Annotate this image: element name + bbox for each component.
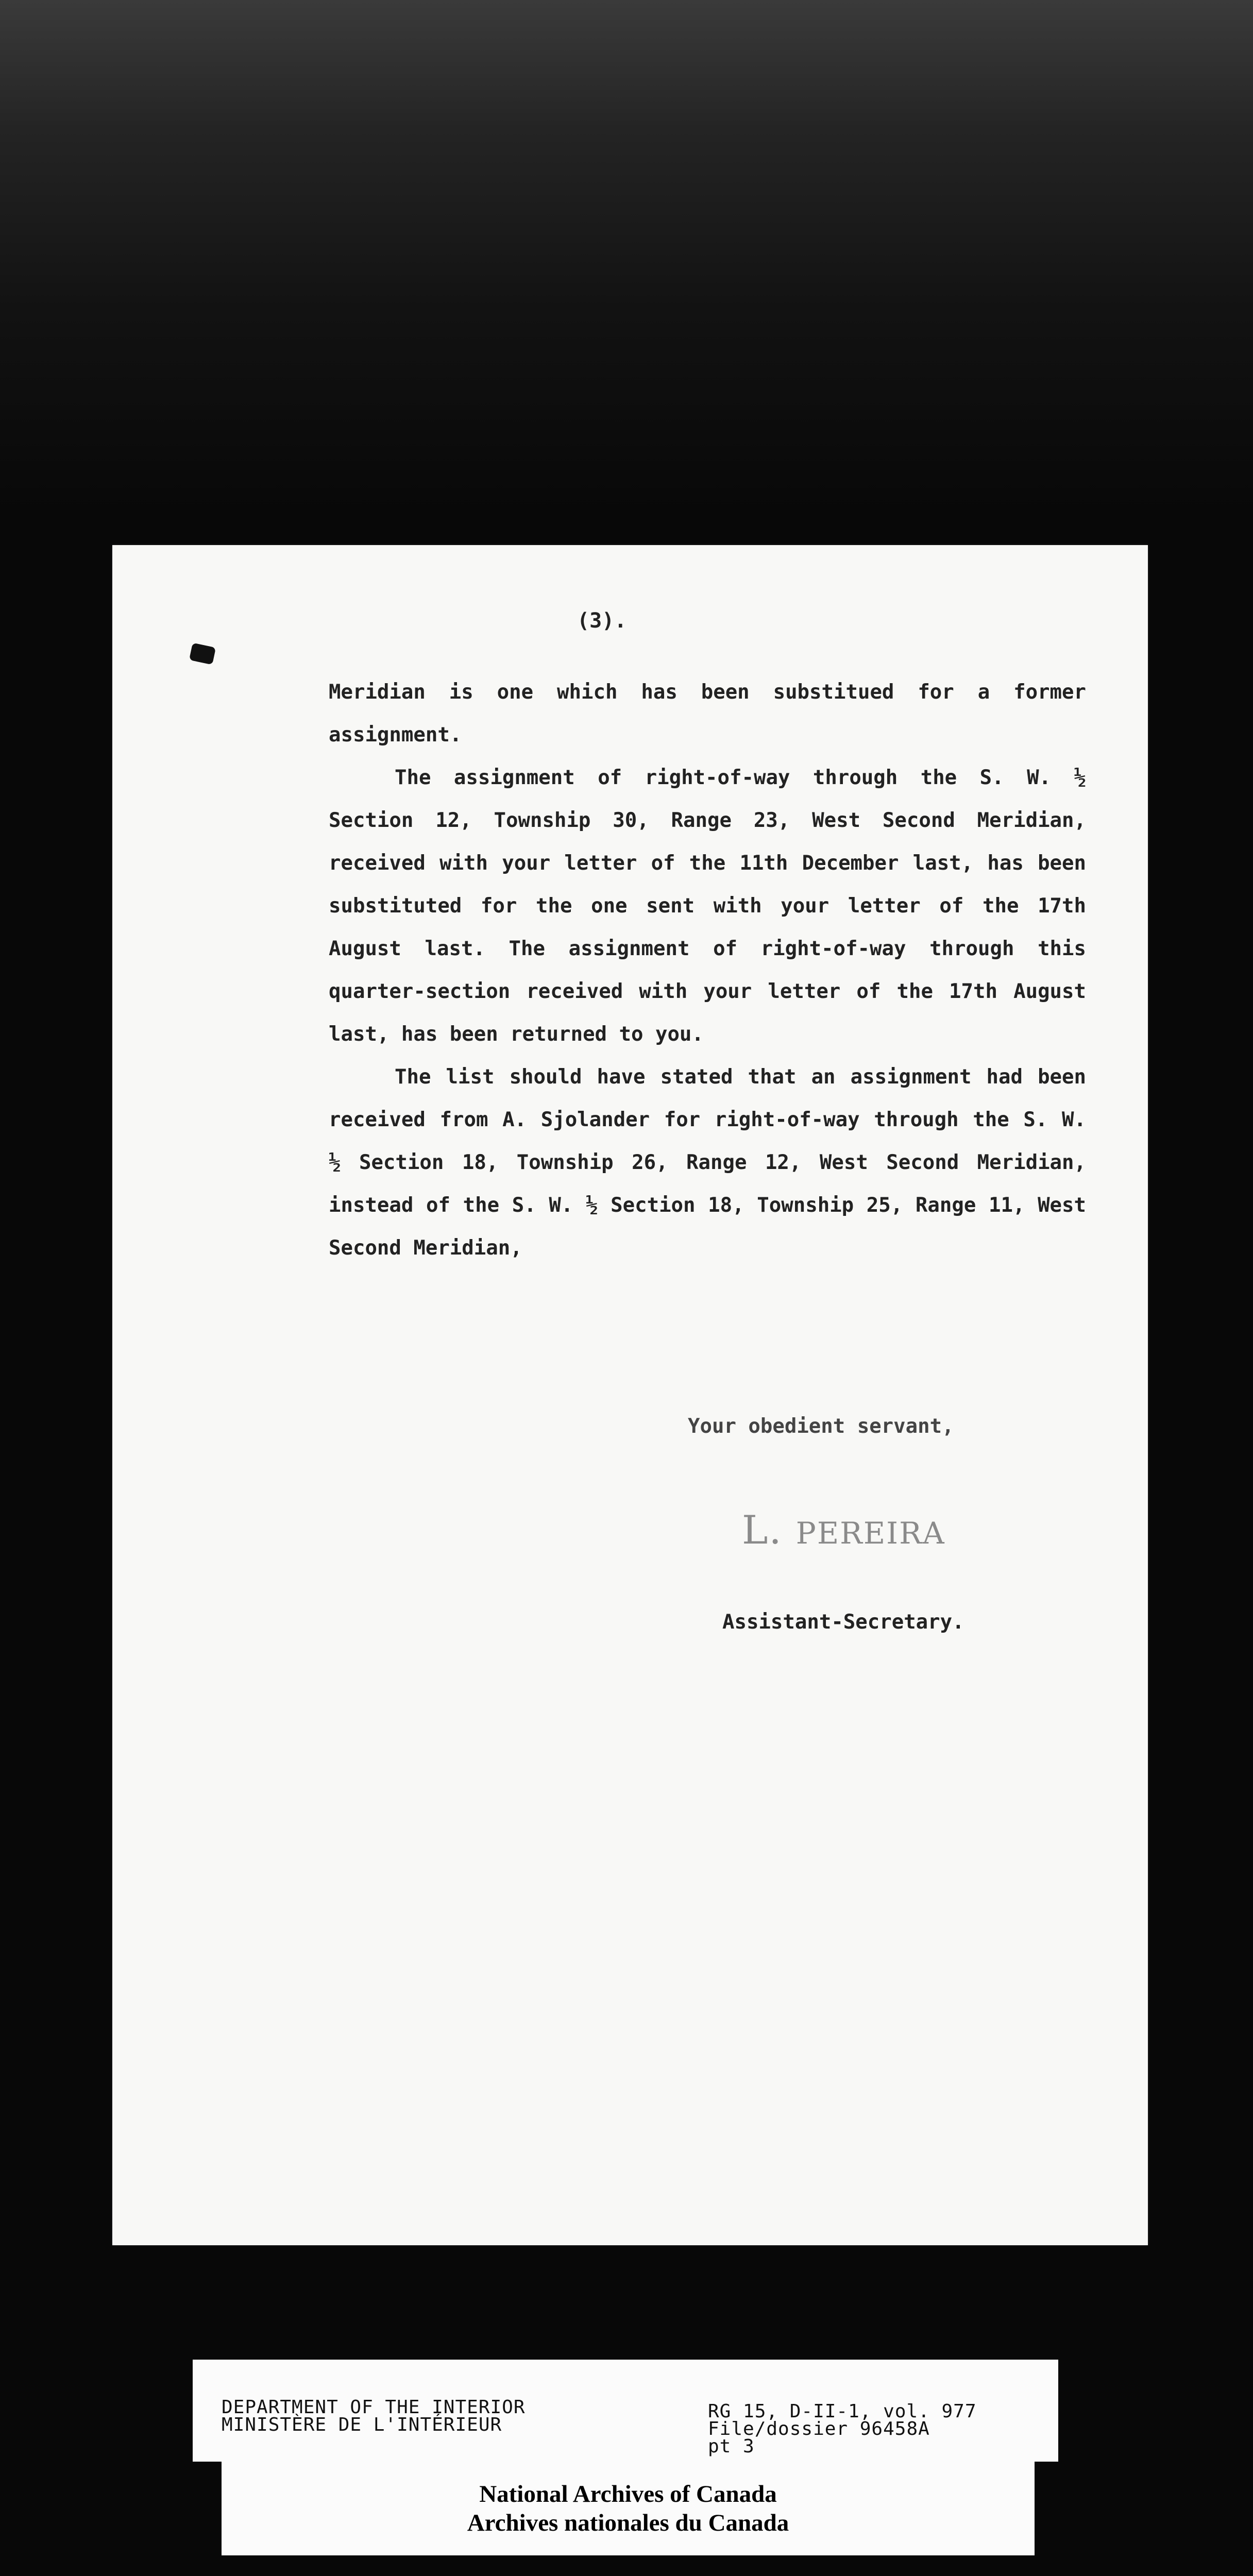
file-number: File/dossier 96458A <box>708 2418 930 2439</box>
signature-surname: PEREIRA <box>795 1516 945 1551</box>
scan-background <box>0 0 1253 515</box>
paragraph-continuation: Meridian is one which has been substitued for a former assignment. <box>329 681 1086 747</box>
signature-initial: L <box>742 1507 769 1553</box>
archive-label <box>222 2462 1035 2555</box>
archive-name-fr: Archives nationales du Canada <box>467 2510 789 2536</box>
department-en: DEPARTMENT OF THE INTERIOR <box>222 2397 526 2418</box>
paragraph-assignment: The assignment of right-of-way through the S. W. ½ Section 12, Township 30, Range 23, West Second Meridian, received with your letter of the 11th December last, has been substituted for the one sent with your letter of the 17th August last. The assignment of right-of-way through this quarter-section received with your letter of the 17th August last, has been returned to you. <box>329 766 1086 1046</box>
record-group: RG 15, D-II-1, vol. 977 <box>708 2401 977 2422</box>
archive-name-en: National Archives of Canada <box>479 2481 777 2507</box>
department-fr: MINISTÈRE DE L'INTÉRIEUR <box>222 2414 502 2435</box>
paragraph-list-correction: The list should have stated that an assignment had been received from A. Sjolander for right-of-way through the S. W. ½ Section 18, Township 26, Range 12, West Second Meridian, instead of the S. W. ½ Section 18, Township 25, Range 11, West Second Meridian, <box>329 1065 1086 1260</box>
record-reference <box>708 2403 977 2455</box>
department-names <box>222 2399 526 2434</box>
page-number: (3). <box>577 609 627 633</box>
signature-stamp: L. PEREIRA <box>742 1507 945 1553</box>
signer-title: Assistant-Secretary. <box>722 1611 964 1634</box>
reference-label <box>193 2360 1058 2462</box>
part-number: pt 3 <box>708 2436 755 2457</box>
closing-salutation: Your obedient servant, <box>688 1415 954 1438</box>
letter-body <box>329 671 1086 1269</box>
